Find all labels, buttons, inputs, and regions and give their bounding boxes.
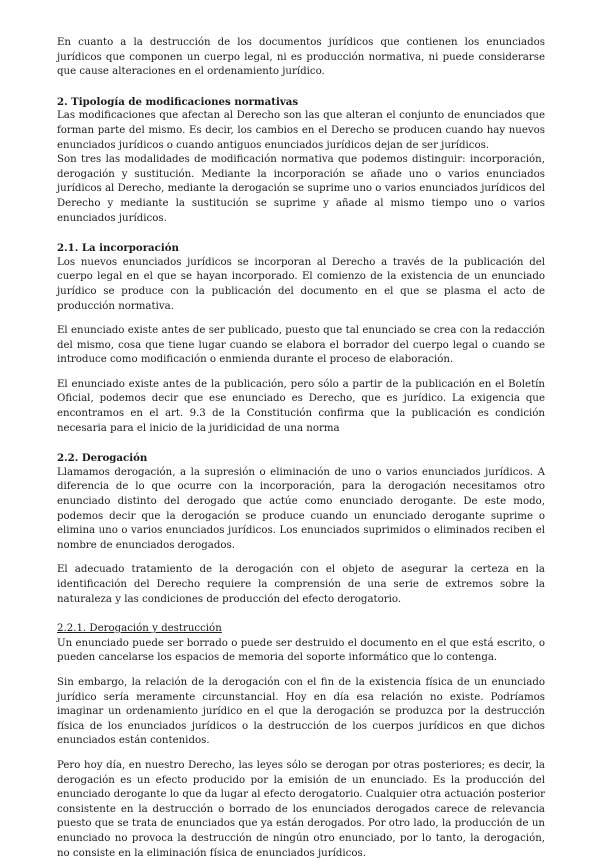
section-2-2-paragraph-2: El adecuado tratamiento de la derogación con el objeto de asegurar la certeza en la identificación del Derecho requiere la comprensión de una serie de extremos sobre la naturaleza y las condiciones de producción del efecto derogatorio. <box>57 564 545 605</box>
section-2-1-paragraph-2: El enunciado existe antes de ser publicado, puesto que tal enunciado se crea con la redacción del mismo, cosa que tiene lugar cuando se elabora el borrador del cuerpo legal o cuando se introduce como modificación o enmienda durante el proceso de elaboración. <box>57 325 545 366</box>
intro-paragraph: En cuanto a la destrucción de los documentos jurídicos que contienen los enunciados jurídicos que componen un cuerpo legal, ni es producción normativa, ni puede considerarse que cause alteraciones en el ordenamiento jurídico. <box>57 37 545 78</box>
section-2-2-1-paragraph-2: Sin embargo, la relación de la derogación con el fin de la existencia física de un enunciado jurídico sería meramente circunstancial. Hoy en día esa relación no existe. Podríamos imaginar un ordenamiento jurídico en el que la derogación se produzca por la destrucción física de los enunciados jurídicos o la destrucción de los cuerpos jurídicos en que dichos enunciados están contenidos. <box>57 676 545 747</box>
document-page <box>57 36 545 861</box>
section-2-paragraph-1: Las modificaciones que afectan al Derecho son las que alteran el conjunto de enunciados que forman parte del mismo. Es decir, los cambios en el Derecho se producen cuando hay nuevos enunciados jurídicos o cuando antiguos enunciados jurídicos dejan de ser jurídicos. <box>57 110 545 151</box>
section-2-2-1-paragraph-1: Un enunciado puede ser borrado o puede ser destruido el documento en el que está escrito, o pueden cancelarse los espacios de memoria del soporte informático que lo contenga. <box>57 637 545 664</box>
section-2-1-paragraph-3: El enunciado existe antes de la publicación, pero sólo a partir de la publicación en el Boletín Oficial, podemos decir que ese enunciado es Derecho, que es jurídico. La exigencia que encontramos en el art. 9.3 de la Constitución confirma que la publicación es condición necesaria para el inicio de la juridicidad de una norma <box>57 378 545 434</box>
section-2-paragraph-2: Son tres las modalidades de modificación normativa que podemos distinguir: incorporación, derogación y sustitución. Mediante la incorporación se añade uno o varios enunciados jurídicos al Derecho, mediante la derogación se suprime uno o varios enunciados jurídicos del Derecho y mediante la sustitución se suprime y añade al mismo tiempo uno o varios enunciados jurídicos. <box>57 154 545 224</box>
section-2-1-paragraph-1: Los nuevos enunciados jurídicos se incorporan al Derecho a través de la publicación del cuerpo legal en el que se hayan incorporado. El comienzo de la existencia de un enunciado jurídico se produce con la publicación del documento en el que se plasma el acto de producción normativa. <box>57 256 545 312</box>
section-2-2-1-paragraph-3: Pero hoy día, en nuestro Derecho, las leyes sólo se derogan por otras posteriores; es decir, la derogación es un efecto producido por la emisión de un enunciado. Es la producción del enunciado derogante lo que da lugar al efecto derogatorio. Cualquier otra actuación posterior consistente en la destrucción o borrado de los enunciados derogados carece de relevancia puesto que se trata de enunciados que ya están derogados. Por otro lado, la producción de un enunciado no provoca la destrucción de ningún otro enunciado, por lo tanto, la derogación, no consiste en la eliminación física de enunciados jurídicos. <box>57 759 545 859</box>
section-2-2-1-heading: 2.2.1. Derogación y destrucción <box>57 623 222 635</box>
section-2-2-paragraph-1: Llamamos derogación, a la supresión o eliminación de uno o varios enunciados jurídicos. A diferencia de lo que ocurre con la incorporación, para la derogación necesitamos otro enunciado distinto del derogado que actúe como enunciado derogante. De este modo, podemos decir que la derogación se produce cuando un enunciado derogante suprime o elimina uno o varios enunciados jurídicos. Los enunciados suprimidos o eliminados reciben el nombre de enunciados derogados. <box>57 466 545 551</box>
section-2-2-heading: 2.2. Derogación <box>57 452 148 465</box>
section-2-heading: 2. Tipología de modificaciones normativas <box>57 95 299 108</box>
section-2-1-heading: 2.1. La incorporación <box>57 242 179 255</box>
